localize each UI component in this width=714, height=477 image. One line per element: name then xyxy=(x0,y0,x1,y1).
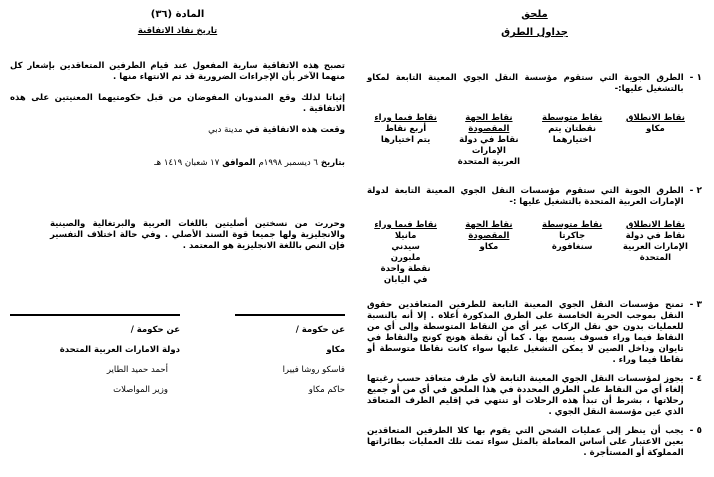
article-title: المادة (٣٦) xyxy=(150,9,205,20)
table1-col-beyond xyxy=(367,113,444,168)
languages-paragraph: وحررت من نسختين أصليتين باللغات العربية والبرتغالية والصينية والانجليزية ولها جميعا قوة السند الأصلي . وفي حالة اختلاف التفسير فإن النص باللغة الانجليزية هو المعتمد . xyxy=(50,219,345,251)
date-corresponding: الموافق xyxy=(222,158,256,168)
cell: نقطتان يتم xyxy=(548,124,597,134)
item-4-number: ٤ - xyxy=(689,374,702,384)
signatory-name: فاسكو روشا فييرا xyxy=(282,365,345,375)
header: نقاط الجهة المقصودة xyxy=(465,220,513,241)
table1-col-intermediate xyxy=(534,113,611,168)
item-5-number: ٥ - xyxy=(689,426,702,436)
table2-col-destination xyxy=(450,220,527,286)
signature-block-macau xyxy=(235,314,345,400)
date-gregorian: ٦ ديسمبر ١٩٩٨م xyxy=(258,158,318,168)
header: نقاط الجهة المقصودة xyxy=(465,113,513,134)
signing-date xyxy=(10,158,345,169)
header: نقاط متوسطة xyxy=(542,220,603,230)
header: نقاط فيما وراء xyxy=(374,113,437,123)
signature-for: عن حكومة / xyxy=(295,325,345,335)
entry-into-force-paragraph: تصبح هذه الاتفاقية سارية المفعول عند قيام الطرفين المتعاقدين بإشعار كل منهما الآخر بأن الإجراءات الضرورية قد تم الانتهاء منها . xyxy=(10,61,345,82)
header: نقاط الانطلاق xyxy=(625,220,685,230)
header: نقاط الانطلاق xyxy=(625,113,685,123)
annex-title: ملحق xyxy=(521,9,548,20)
cell: أربع نقاط xyxy=(385,124,427,134)
annex-page xyxy=(357,0,714,465)
item-2-text: الطرق الجوية التي ستقوم مؤسسات النقل الجوي المعينة التابعة لدولة الإمارات العربية المتحدة بالتشغيل عليها :- xyxy=(367,186,684,207)
signatory-name: أحمد حميد الطاير xyxy=(106,365,168,375)
signatory-role: حاكم مكاو xyxy=(308,385,345,395)
date-hijri: ١٧ شعبان ١٤١٩ هـ xyxy=(154,158,220,168)
cell: يتم اختيارها xyxy=(380,135,431,145)
signature-line-macau xyxy=(235,314,345,316)
article-subtitle: تاريخ نفاذ الاتفاقية xyxy=(137,26,218,36)
cell: العربية المتحدة xyxy=(457,157,521,167)
header: نقاط فيما وراء xyxy=(374,220,437,230)
signature-line-uae xyxy=(10,314,180,316)
cell: مكاو xyxy=(479,242,499,252)
cell: اختيارهما xyxy=(552,135,592,145)
witness-paragraph: إثباتا لذلك وقع المندوبان المفوضان من قبل حكومتيهما المعنيتين على هذه الاتفاقية . xyxy=(10,93,345,114)
item-1-number: ١ - xyxy=(689,73,702,83)
table2-col-origin xyxy=(617,220,694,286)
item-3-number: ٣ - xyxy=(689,300,702,310)
cell: جاكرتا xyxy=(559,231,586,241)
cell: نقطة واحدة xyxy=(380,264,431,274)
cell: ملبورن xyxy=(390,253,421,263)
routes-table-2 xyxy=(367,220,702,286)
item-3 xyxy=(367,300,702,366)
cell: نقاط في دولة xyxy=(625,231,686,241)
table2-col-intermediate xyxy=(534,220,611,286)
item-2-number: ٢ - xyxy=(689,186,702,196)
signature-party: دولة الامارات العربية المتحدة xyxy=(59,345,180,355)
cell: سيدني xyxy=(391,242,420,252)
item-1-text: الطرق الجوية التي ستقوم مؤسسة النقل الجوي المعينة التابعة لمكاو بالتشغيل عليها:- xyxy=(367,73,684,94)
signature-party: مكاو xyxy=(326,345,345,355)
item-4 xyxy=(367,374,702,418)
cell: مانيلا xyxy=(394,231,417,241)
table1-col-origin xyxy=(617,113,694,168)
cell: سنغافورة xyxy=(551,242,593,252)
date-label: بتاريخ xyxy=(320,158,345,168)
annex-subtitle: جداول الطرق xyxy=(501,27,568,38)
item-5 xyxy=(367,426,702,459)
signatures xyxy=(10,314,345,400)
table2-col-beyond xyxy=(367,220,444,286)
item-1 xyxy=(367,73,702,95)
item-4-text: يجوز لمؤسسات النقل الجوي المعينة التابعة لأي طرف متعاقد حسب رغبتها إلغاء أي من النقاط على الطرق المحددة في هذا الملحق في أي من أو جميع رحلاتها ، بشرط أن تبدأ هذه الرحلات أو تنتهي في إقليم الطرف المتعاقد الذي عين مؤسسة النقل الجوي . xyxy=(367,374,684,417)
cell: مكاو xyxy=(646,124,665,134)
table1-col-destination xyxy=(450,113,527,168)
signing-place xyxy=(10,125,345,136)
signing-place-text: وقعت هذه الاتفاقية في xyxy=(245,125,345,135)
header: نقاط متوسطة xyxy=(542,113,603,123)
cell: المتحدة xyxy=(639,253,672,263)
signature-block-uae xyxy=(10,314,180,400)
cell: نقاط في دولة الإمارات xyxy=(459,135,519,156)
item-3-text: تمنح مؤسسات النقل الجوي المعينة التابعة للطرفين المتعاقدين حقوق النقل بموجب الحرية الخامسة على الطرق المذكورة أعلاه . إلا أنه بالنسبة للعمليات بدون حق نقل الركاب عبر أي من النقاط المتوسطة وإلى أي من النقاط فيما وراء فسوف يسمح بها . كما أن نقطة هونج كونج والنقاط في تايوان وداخل الصين لا يمكن التشغيل عليها سواء كانت نقاطا متوسطة أو نقاطا فيما وراء . xyxy=(367,300,684,365)
signing-city: مدينة دبي xyxy=(208,125,243,135)
cell: في اليابان xyxy=(383,275,428,285)
item-2 xyxy=(367,186,702,208)
signature-for: عن حكومة / xyxy=(130,325,180,335)
signatory-role: وزير المواصلات xyxy=(113,385,168,395)
item-5-text: يجب أن ينظر إلى عمليات الشحن التي يقوم بها كلا الطرفين المتعاقدين بعين الاعتبار على أساس المعاملة بالمثل سواء تمت تلك العمليات بطائراتها المملوكة أو المستأجرة . xyxy=(367,426,684,458)
routes-table-1 xyxy=(367,113,702,168)
article-page xyxy=(0,0,357,465)
cell: الإمارات العربية xyxy=(622,242,688,252)
